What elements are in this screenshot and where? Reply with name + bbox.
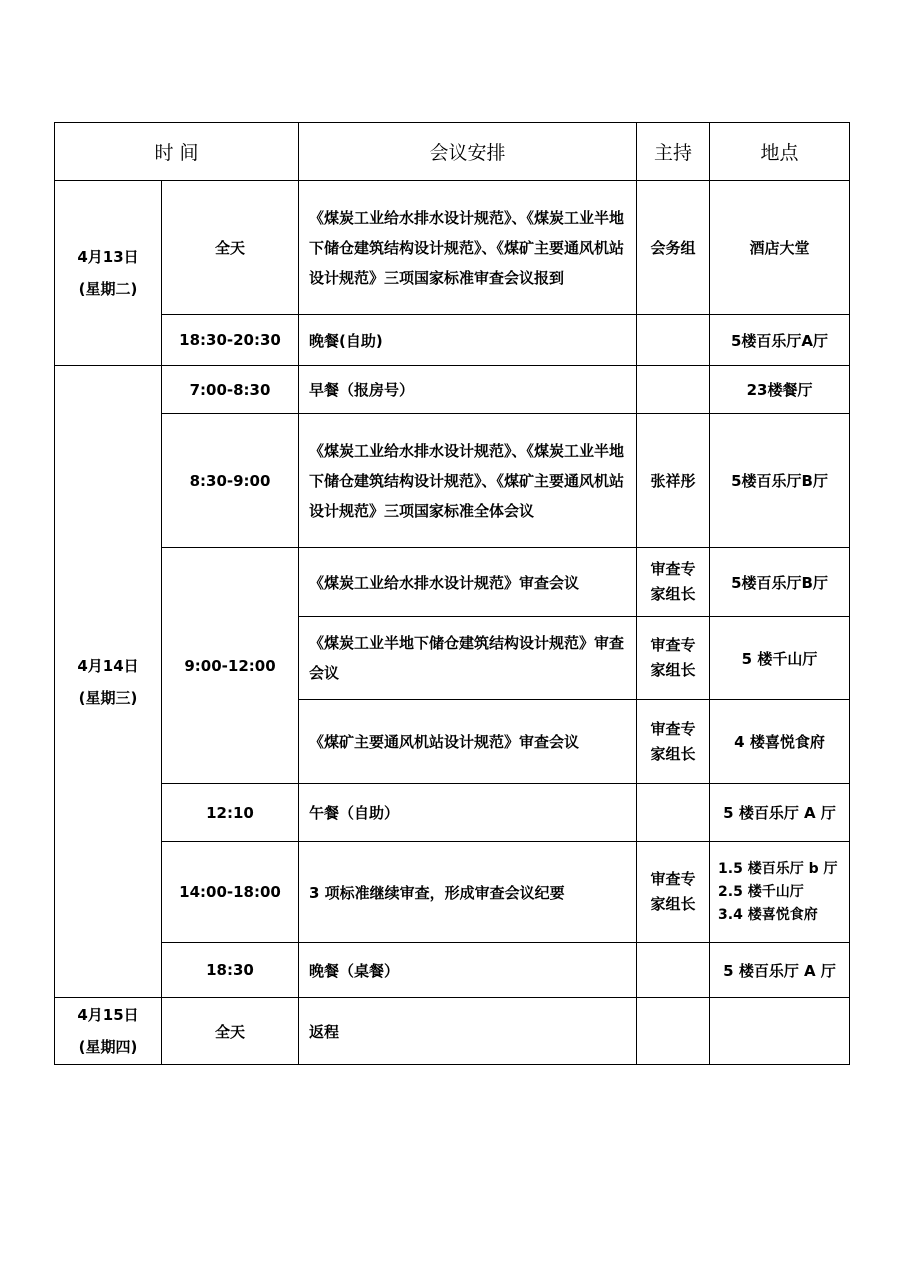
header-host: 主持 <box>637 123 710 181</box>
agenda-cell: 早餐（报房号） <box>299 366 637 414</box>
header-location: 地点 <box>710 123 850 181</box>
date-cell-14 <box>55 366 162 998</box>
host-cell <box>637 784 710 842</box>
date-cell-15 <box>55 998 162 1065</box>
host-line: 审查专 <box>650 560 696 578</box>
table-row <box>55 784 850 842</box>
agenda-cell: 午餐（自助） <box>299 784 637 842</box>
agenda-cell: 晚餐（桌餐） <box>299 943 637 998</box>
host-cell <box>637 617 710 700</box>
host-line: 审查专 <box>650 719 696 738</box>
host-line: 家组长 <box>650 744 696 763</box>
host-cell <box>637 998 710 1065</box>
header-row <box>55 123 850 181</box>
location-cell: 5楼百乐厅A厅 <box>710 315 850 366</box>
time-cell: 8:30-9:00 <box>162 414 299 548</box>
agenda-cell: 《煤矿主要通风机站设计规范》审查会议 <box>299 700 637 784</box>
agenda-cell: 《煤炭工业给水排水设计规范》审查会议 <box>299 548 637 617</box>
host-cell: 张祥彤 <box>637 414 710 548</box>
location-cell: 23楼餐厅 <box>710 366 850 414</box>
host-line: 家组长 <box>650 585 696 603</box>
location-cell: 5 楼百乐厅 A 厅 <box>710 784 850 842</box>
host-cell: 会务组 <box>637 181 710 315</box>
time-cell: 9:00-12:00 <box>162 548 299 784</box>
date: 4月13日 <box>77 248 139 266</box>
location-cell: 5楼百乐厅B厅 <box>710 548 850 617</box>
host-cell <box>637 700 710 784</box>
host-line: 家组长 <box>650 661 696 679</box>
location-item: 3.4 楼喜悦食府 <box>718 906 818 923</box>
host-cell <box>637 366 710 414</box>
location-cell: 酒店大堂 <box>710 181 850 315</box>
agenda-cell: 《煤炭工业半地下储仓建筑结构设计规范》审查会议 <box>299 617 637 700</box>
table-row <box>55 842 850 943</box>
location-cell: 5 楼百乐厅 A 厅 <box>710 943 850 998</box>
location-cell: 5 楼千山厅 <box>710 617 850 700</box>
location-list-cell <box>710 842 850 943</box>
schedule-table <box>54 122 850 1065</box>
table-row <box>55 315 850 366</box>
agenda-cell: 《煤炭工业给水排水设计规范》、《煤炭工业半地下储仓建筑结构设计规范》、《煤矿主要通风机站设计规范》三项国家标准全体会议 <box>299 414 637 548</box>
agenda-cell: 晚餐(自助) <box>299 315 637 366</box>
table-row <box>55 366 850 414</box>
time-cell: 全天 <box>162 998 299 1065</box>
agenda-cell: 3 项标准继续审查，形成审查会议纪要 <box>299 842 637 943</box>
weekday: (星期四) <box>78 1038 138 1056</box>
date: 4月14日 <box>77 656 139 675</box>
table-row <box>55 998 850 1065</box>
host-line: 审查专 <box>650 870 696 888</box>
header-agenda: 会议安排 <box>299 123 637 181</box>
host-cell <box>637 548 710 617</box>
host-cell <box>637 842 710 943</box>
location-cell: 4 楼喜悦食府 <box>710 700 850 784</box>
location-item: 1.5 楼百乐厅 b 厅 <box>718 860 838 877</box>
date-cell-13 <box>55 181 162 366</box>
table-row <box>55 181 850 315</box>
host-cell <box>637 315 710 366</box>
location-cell <box>710 998 850 1065</box>
time-cell: 18:30 <box>162 943 299 998</box>
host-line: 家组长 <box>650 895 696 913</box>
time-cell: 18:30-20:30 <box>162 315 299 366</box>
location-cell: 5楼百乐厅B厅 <box>710 414 850 548</box>
host-line: 审查专 <box>650 636 696 654</box>
time-cell: 14:00-18:00 <box>162 842 299 943</box>
table-row <box>55 943 850 998</box>
table-row <box>55 548 850 617</box>
time-cell: 12:10 <box>162 784 299 842</box>
agenda-cell: 《煤炭工业给水排水设计规范》、《煤炭工业半地下储仓建筑结构设计规范》、《煤矿主要通风机站设计规范》三项国家标准审查会议报到 <box>299 181 637 315</box>
weekday: (星期三) <box>78 688 138 707</box>
header-time: 时 间 <box>55 123 299 181</box>
time-cell: 7:00-8:30 <box>162 366 299 414</box>
date: 4月15日 <box>77 1006 139 1024</box>
agenda-cell: 返程 <box>299 998 637 1065</box>
weekday: (星期二) <box>78 280 138 298</box>
host-cell <box>637 943 710 998</box>
table-row <box>55 414 850 548</box>
location-item: 2.5 楼千山厅 <box>718 883 804 900</box>
time-cell: 全天 <box>162 181 299 315</box>
